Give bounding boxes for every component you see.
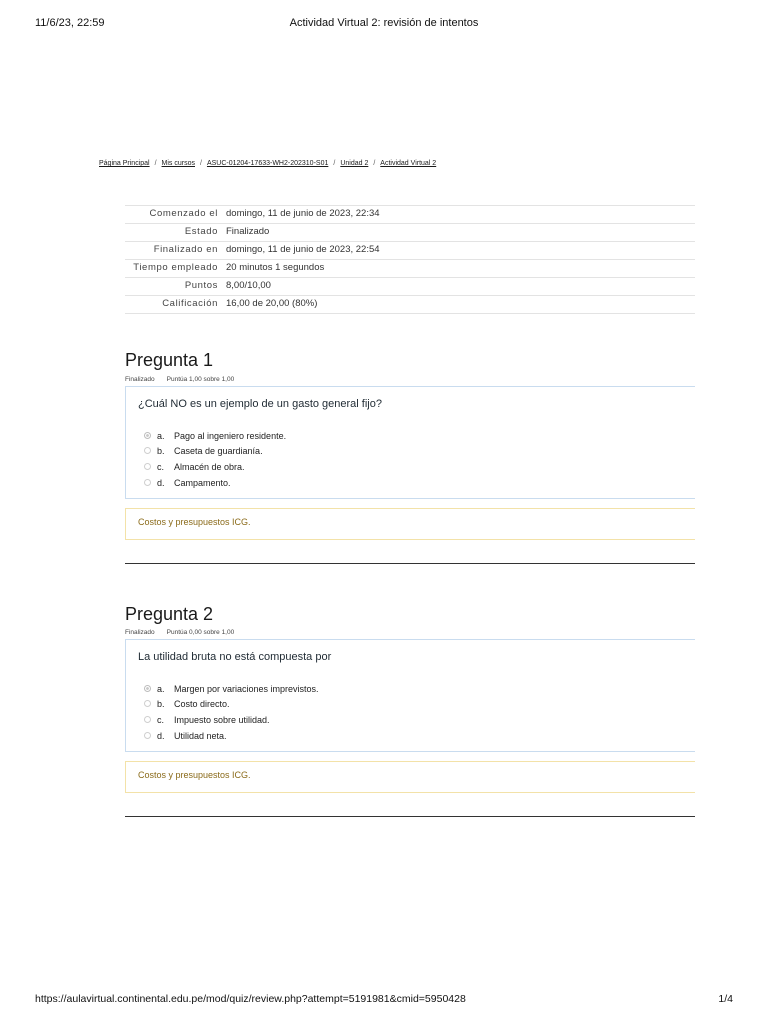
answer-letter: b. <box>157 446 165 456</box>
answer-letter: d. <box>157 731 165 741</box>
feedback-text: Costos y presupuestos ICG. <box>138 770 251 780</box>
question-divider <box>125 563 695 564</box>
summary-value: domingo, 11 de junio de 2023, 22:54 <box>226 242 695 260</box>
answer-text: Caseta de guardianía. <box>174 446 263 456</box>
answer-letter: a. <box>157 684 165 694</box>
summary-value: 20 minutos 1 segundos <box>226 260 695 278</box>
answer-option[interactable] <box>144 698 230 710</box>
general-feedback <box>125 761 695 793</box>
print-footer <box>35 993 733 1007</box>
summary-label: Comenzado el <box>125 206 226 224</box>
question-title: Pregunta 1 <box>125 350 214 370</box>
radio-icon[interactable] <box>144 716 151 723</box>
radio-icon[interactable] <box>144 732 151 739</box>
answer-text: Almacén de obra. <box>174 462 245 472</box>
question-text: ¿Cuál NO es un ejemplo de un gasto general fijo? <box>138 398 382 410</box>
answer-text: Utilidad neta. <box>174 731 227 741</box>
answer-letter: b. <box>157 699 165 709</box>
radio-icon[interactable] <box>144 685 151 692</box>
breadcrumb: Página Principal / Mis cursos / ASUC-01204-17633-WH2-202310-S01 / Unidad 2 / Actividad Virtual 2 <box>99 160 437 167</box>
breadcrumb-activity[interactable]: Actividad Virtual 2 <box>380 160 437 167</box>
answer-text: Costo directo. <box>174 699 230 709</box>
summary-row-grade <box>125 296 695 314</box>
summary-row-state <box>125 224 695 242</box>
question-box <box>125 386 695 499</box>
summary-value: domingo, 11 de junio de 2023, 22:34 <box>226 206 695 224</box>
answer-option[interactable] <box>144 461 245 473</box>
breadcrumb-home[interactable]: Página Principal <box>99 160 150 167</box>
answer-option[interactable] <box>144 445 263 457</box>
summary-row-time-taken <box>125 260 695 278</box>
general-feedback <box>125 508 695 540</box>
summary-value: Finalizado <box>226 224 695 242</box>
answer-option[interactable] <box>144 730 227 742</box>
question-divider <box>125 816 695 817</box>
summary-label: Finalizado en <box>125 242 226 260</box>
radio-icon[interactable] <box>144 463 151 470</box>
print-page-number: 1/4 <box>718 993 733 1005</box>
summary-row-finished <box>125 242 695 260</box>
answer-letter: d. <box>157 478 165 488</box>
answer-letter: c. <box>157 462 165 472</box>
print-date: 11/6/23, 22:59 <box>35 17 105 29</box>
question-state: Finalizado <box>125 376 155 383</box>
summary-row-started <box>125 206 695 224</box>
breadcrumb-course[interactable]: ASUC-01204-17633-WH2-202310-S01 <box>206 160 329 167</box>
question-grade: Puntúa 0,00 sobre 1,00 <box>166 629 235 636</box>
print-url: https://aulavirtual.continental.edu.pe/mod/quiz/review.php?attempt=5191981&cmid=5950428 <box>35 993 466 1005</box>
breadcrumb-unit[interactable]: Unidad 2 <box>340 160 369 167</box>
question-info <box>125 376 234 383</box>
summary-label: Calificación <box>125 296 226 314</box>
summary-row-points <box>125 278 695 296</box>
attempt-summary-table <box>125 205 695 314</box>
radio-icon[interactable] <box>144 700 151 707</box>
question-text: La utilidad bruta no está compuesta por <box>138 651 332 663</box>
summary-value: 16,00 de 20,00 (80%) <box>226 296 695 314</box>
radio-icon[interactable] <box>144 447 151 454</box>
feedback-text: Costos y presupuestos ICG. <box>138 517 251 527</box>
answer-letter: c. <box>157 715 165 725</box>
answer-letter: a. <box>157 431 165 441</box>
answer-text: Impuesto sobre utilidad. <box>174 715 270 725</box>
answer-option[interactable] <box>144 714 270 726</box>
question-info <box>125 629 234 636</box>
answer-option[interactable] <box>144 683 319 695</box>
summary-label: Estado <box>125 224 226 242</box>
question-state: Finalizado <box>125 629 155 636</box>
question-box <box>125 639 695 752</box>
summary-value: 8,00/10,00 <box>226 278 695 296</box>
answer-option[interactable] <box>144 477 231 489</box>
breadcrumb-my-courses[interactable]: Mis cursos <box>161 160 195 167</box>
radio-icon[interactable] <box>144 479 151 486</box>
answer-text: Campamento. <box>174 478 231 488</box>
question-title: Pregunta 2 <box>125 604 214 624</box>
summary-label: Tiempo empleado <box>125 260 226 278</box>
print-title: Actividad Virtual 2: revisión de intentos <box>289 17 479 29</box>
answer-option[interactable] <box>144 430 286 442</box>
print-header <box>35 17 733 31</box>
summary-label: Puntos <box>125 278 226 296</box>
question-grade: Puntúa 1,00 sobre 1,00 <box>166 376 235 383</box>
radio-icon[interactable] <box>144 432 151 439</box>
answer-text: Pago al ingeniero residente. <box>174 431 287 441</box>
answer-text: Margen por variaciones imprevistos. <box>174 684 319 694</box>
